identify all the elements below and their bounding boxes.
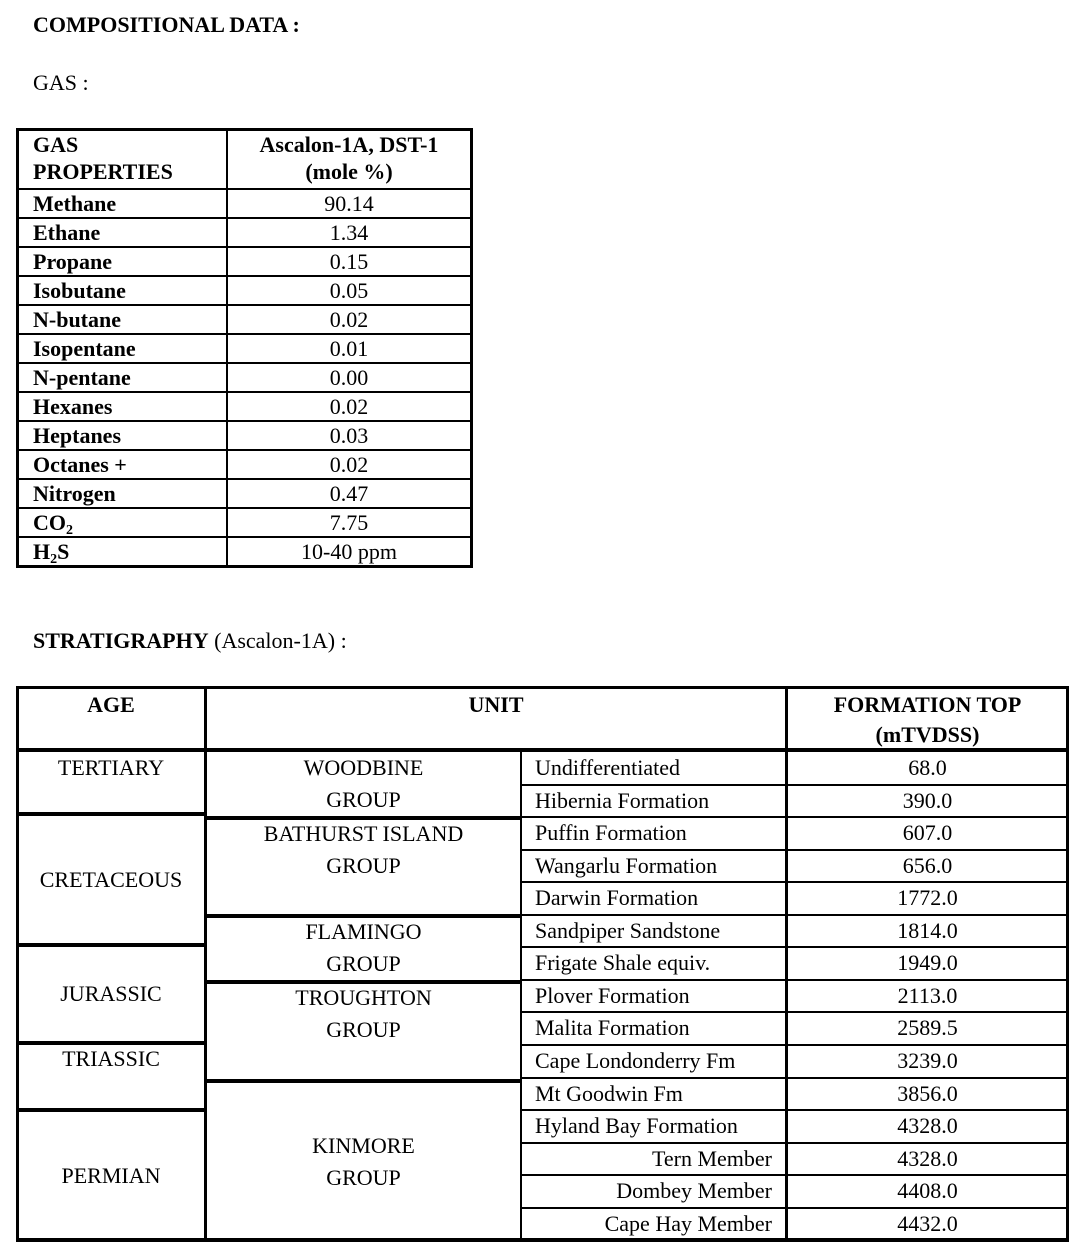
row-divider: [521, 816, 1069, 818]
gas-component-name: [18, 218, 228, 247]
age-cell: PERMIAN: [61, 1163, 161, 1188]
gas-component-label: Octanes +: [33, 452, 127, 477]
table-border-right: [1066, 686, 1069, 1240]
formation-name: Darwin Formation: [535, 885, 699, 911]
row-divider: [521, 1174, 1069, 1176]
formation-top-value: 1772.0: [897, 885, 958, 911]
table-border-left: [16, 686, 19, 1240]
group-divider: [206, 1079, 521, 1083]
gas-component-name: [18, 189, 228, 218]
gas-component-name: [18, 392, 228, 421]
group-cell: [206, 1081, 521, 1242]
gas-mole-percent: 10-40 ppm: [227, 537, 472, 567]
group-cell: [206, 752, 521, 818]
stratigraphy-heading-bold: STRATIGRAPHY: [33, 628, 209, 653]
col-divider-unit: [520, 752, 522, 1240]
gas-component-label: Isopentane: [33, 336, 136, 361]
gas-table-row: [18, 537, 472, 567]
gas-table-row: [18, 392, 472, 421]
gas-component-name: [18, 537, 228, 567]
formation-top-value: 3239.0: [897, 1047, 958, 1073]
age-cell: TRIASSIC: [62, 1046, 160, 1071]
formation-top-value: 4408.0: [897, 1178, 958, 1204]
group-name-line1: WOODBINE: [303, 755, 424, 780]
formation-name: Sandpiper Sandstone: [535, 917, 721, 943]
age-cell: TERTIARY: [57, 755, 165, 780]
gas-component-label: Ethane: [33, 220, 101, 245]
gas-component-label: N-butane: [33, 307, 122, 332]
age-cell: CRETACEOUS: [39, 866, 183, 892]
gas-mole-percent: 0.00: [227, 363, 472, 392]
formation-top-value: 2113.0: [897, 982, 958, 1008]
gas-mole-percent: 0.47: [227, 479, 472, 508]
compositional-data-heading: COMPOSITIONAL DATA :: [33, 12, 300, 37]
age-header: AGE: [87, 692, 135, 717]
age-divider: [16, 943, 206, 947]
row-divider: [521, 946, 1069, 948]
gas-component-label: Hexanes: [33, 394, 113, 419]
gas-table-row: [18, 363, 472, 392]
gas-table-row: [18, 334, 472, 363]
formation-top-value: 3856.0: [897, 1080, 958, 1106]
gas-mole-percent: 0.15: [227, 247, 472, 276]
gas-table-header-row: [18, 130, 472, 190]
formation-name: Cape Londonderry Fm: [535, 1047, 736, 1073]
formation-top-header: [786, 686, 1069, 750]
stratigraphy-table: [16, 686, 1069, 1242]
gas-mole-percent: 7.75: [227, 508, 472, 537]
formation-name: Frigate Shale equiv.: [535, 950, 711, 976]
row-divider: [521, 1011, 1069, 1013]
formation-top-header-line1: FORMATION TOP: [833, 692, 1022, 717]
formation-name: Dombey Member: [616, 1178, 772, 1204]
row-divider: [521, 1044, 1069, 1046]
gas-subheading: GAS :: [33, 70, 89, 95]
formation-name: Plover Formation: [535, 982, 690, 1008]
gas-component-label: Nitrogen: [33, 481, 116, 506]
group-name-line1: KINMORE: [312, 1132, 415, 1158]
header-divider: [16, 748, 1069, 752]
gas-component-name: [18, 305, 228, 334]
gas-mole-percent: 1.34: [227, 218, 472, 247]
gas-mole-percent: 0.02: [227, 392, 472, 421]
formation-name: Mt Goodwin Fm: [535, 1080, 683, 1106]
gas-properties-header: [18, 130, 228, 190]
formation-top-value: 607.0: [902, 820, 953, 846]
formation-name: Hibernia Formation: [535, 787, 710, 813]
group-name-line2: GROUP: [326, 951, 401, 976]
group-name-line2: GROUP: [326, 853, 401, 878]
gas-component-name: [18, 508, 228, 537]
gas-table-row: [18, 421, 472, 450]
gas-table-row: [18, 247, 472, 276]
row-divider: [521, 1109, 1069, 1111]
formation-top-value: 656.0: [902, 852, 953, 878]
formation-name: Puffin Formation: [535, 820, 687, 846]
gas-component-name: [18, 363, 228, 392]
sample-header-line2: (mole %): [305, 159, 393, 184]
gas-mole-percent: 90.14: [227, 189, 472, 218]
row-divider: [521, 784, 1069, 786]
formation-top-value: 4328.0: [897, 1113, 958, 1139]
group-name-line1: BATHURST ISLAND: [263, 821, 464, 846]
formation-top-value: 2589.5: [897, 1015, 958, 1041]
gas-component-label: Isobutane: [33, 278, 126, 303]
group-cell: [206, 916, 521, 982]
stratigraphy-heading: [33, 628, 347, 654]
stratigraphy-heading-well: (Ascalon-1A) :: [208, 628, 347, 653]
gas-mole-percent: 0.02: [227, 450, 472, 479]
group-name-line1: FLAMINGO: [305, 919, 422, 944]
row-divider: [521, 979, 1069, 981]
gas-component-label: CO: [33, 510, 66, 535]
subscript: 2: [50, 552, 58, 567]
formation-name: Hyland Bay Formation: [535, 1113, 738, 1139]
row-divider: [521, 1077, 1069, 1079]
gas-component-name: [18, 479, 228, 508]
gas-component-name: [18, 276, 228, 305]
gas-mole-percent: 0.02: [227, 305, 472, 334]
age-cell: JURASSIC: [60, 981, 162, 1006]
row-divider: [521, 914, 1069, 916]
formation-top-value: 390.0: [902, 787, 953, 813]
row-divider: [521, 1207, 1069, 1209]
gas-component-label: Propane: [33, 249, 113, 274]
age-divider: [16, 812, 206, 816]
group-name-line1: TROUGHTON: [295, 985, 432, 1010]
subscript: 2: [66, 523, 73, 538]
col-divider-age: [204, 686, 207, 1240]
gas-component-name: [18, 247, 228, 276]
formation-name: Malita Formation: [535, 1015, 690, 1041]
group-divider: [206, 816, 521, 820]
formation-name: Wangarlu Formation: [535, 852, 718, 878]
gas-component-name: [18, 334, 228, 363]
age-divider: [16, 1041, 206, 1045]
formation-top-value: 4432.0: [897, 1210, 958, 1236]
gas-header-line2: PROPERTIES: [33, 159, 173, 184]
gas-properties-table: [16, 128, 473, 568]
table-border-bottom: [16, 1238, 1069, 1242]
gas-mole-percent: 0.05: [227, 276, 472, 305]
gas-table-row: [18, 450, 472, 479]
gas-component-label: Methane: [33, 191, 117, 216]
group-cell: [206, 818, 521, 916]
unit-header: UNIT: [468, 692, 524, 717]
gas-table-row: [18, 218, 472, 247]
group-divider: [206, 914, 521, 918]
formation-name: Cape Hay Member: [604, 1210, 772, 1236]
gas-mole-percent: 0.03: [227, 421, 472, 450]
gas-component-label-suffix: S: [57, 539, 70, 564]
row-divider: [521, 881, 1069, 883]
formation-top-value: 1949.0: [897, 950, 958, 976]
gas-component-label: Heptanes: [33, 423, 121, 448]
sample-header: [227, 130, 472, 190]
gas-component-label: N-pentane: [33, 365, 131, 390]
age-divider: [16, 1108, 206, 1112]
gas-table-row: [18, 479, 472, 508]
gas-table-row: [18, 305, 472, 334]
gas-component-name: [18, 421, 228, 450]
row-divider: [521, 849, 1069, 851]
gas-table-row: [18, 508, 472, 537]
group-name-line2: GROUP: [326, 1017, 401, 1042]
formation-name: Undifferentiated: [535, 755, 680, 780]
col-divider-top: [785, 686, 788, 1240]
table-border-top: [16, 686, 1069, 689]
sample-header-line1: Ascalon-1A, DST-1: [259, 132, 439, 157]
group-divider: [206, 980, 521, 984]
gas-mole-percent: 0.01: [227, 334, 472, 363]
group-name-line2: GROUP: [326, 1164, 401, 1190]
gas-table-row: [18, 276, 472, 305]
gas-header-line1: GAS: [33, 132, 79, 157]
formation-top-header-line2: (mTVDSS): [875, 722, 980, 747]
formation-top-value: 68.0: [908, 755, 947, 780]
gas-component-name: [18, 450, 228, 479]
gas-component-label: H: [33, 539, 51, 564]
formation-name: Tern Member: [651, 1145, 772, 1171]
formation-top-value: 4328.0: [897, 1145, 958, 1171]
group-name-line2: GROUP: [326, 787, 401, 812]
gas-table-row: [18, 189, 472, 218]
formation-top-value: 1814.0: [897, 917, 958, 943]
row-divider: [521, 1142, 1069, 1144]
group-cell: [206, 982, 521, 1081]
